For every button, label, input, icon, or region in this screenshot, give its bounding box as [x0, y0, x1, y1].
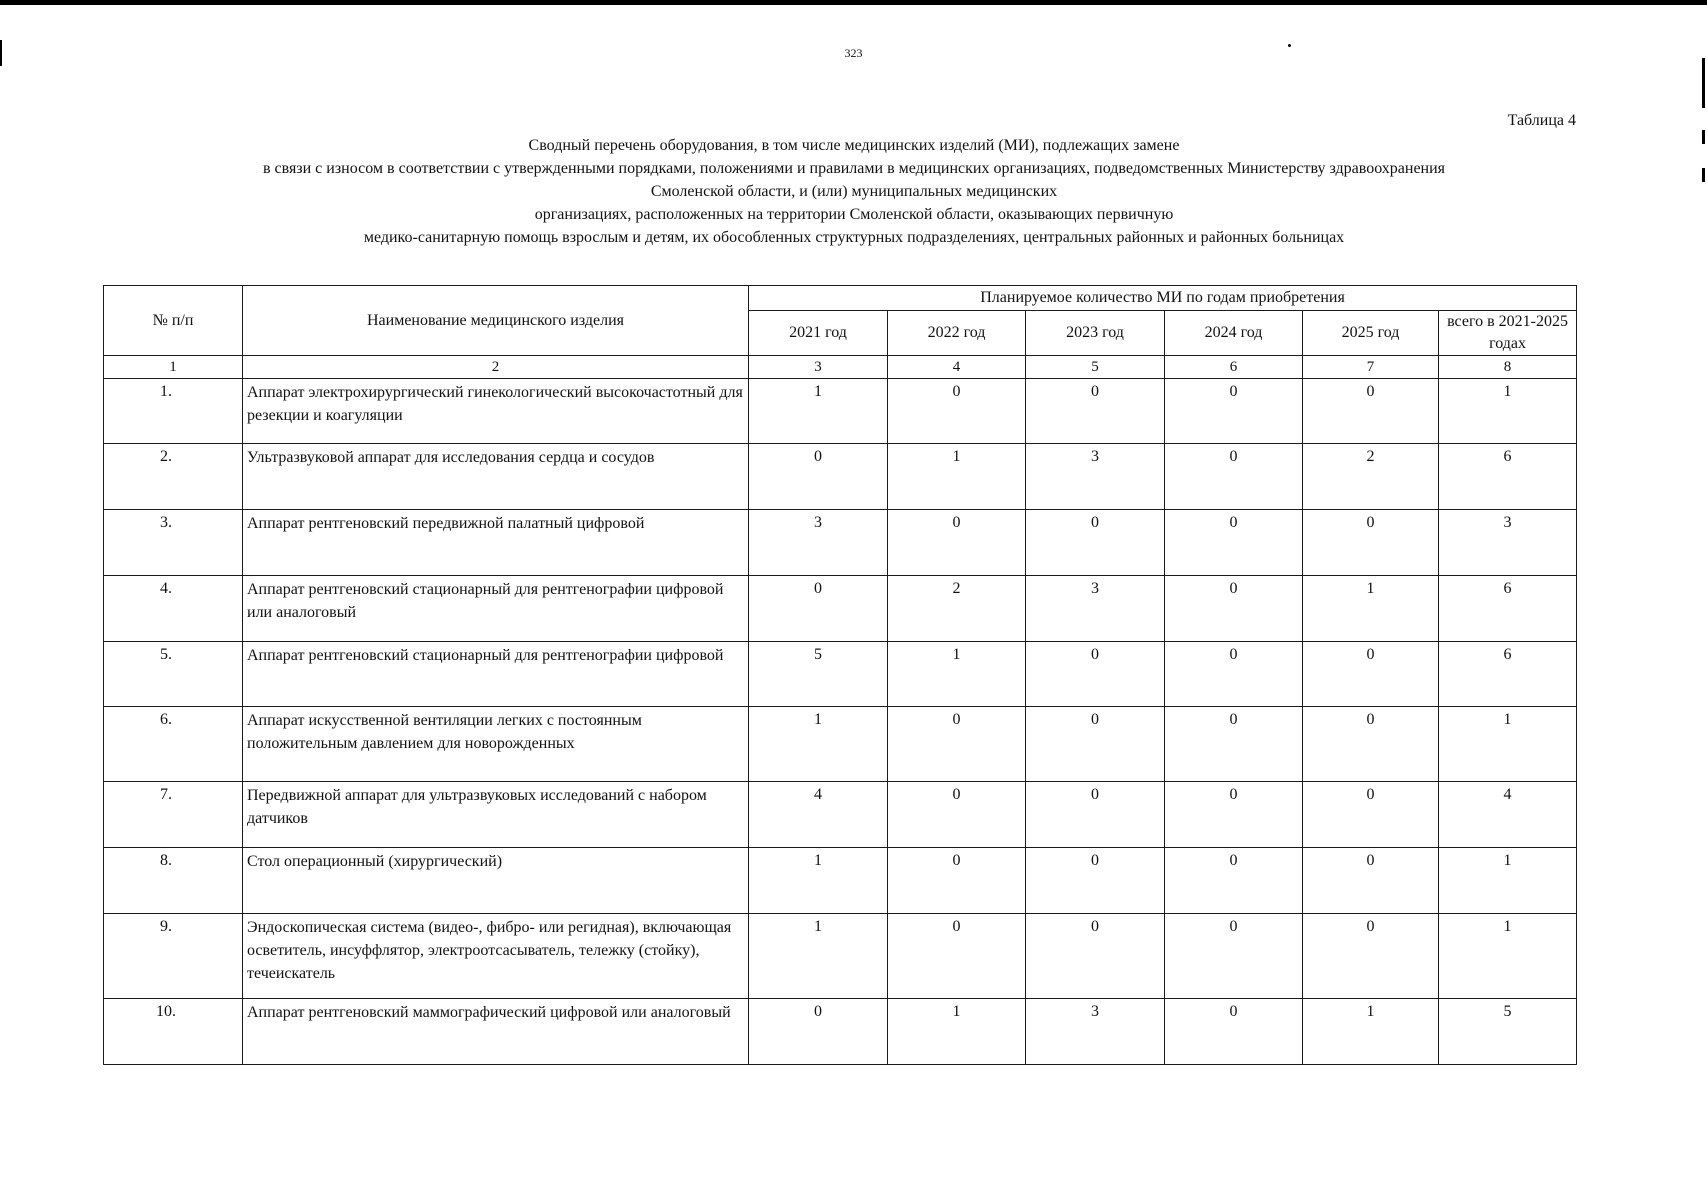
row-number: 3. — [104, 510, 243, 576]
column-number: 5 — [1026, 356, 1165, 379]
year-quantity: 0 — [1165, 444, 1303, 510]
year-quantity: 1 — [749, 848, 888, 914]
year-quantity: 0 — [1303, 848, 1439, 914]
header-year: 2022 год — [888, 311, 1026, 356]
column-number: 8 — [1439, 356, 1577, 379]
year-quantity: 0 — [1165, 999, 1303, 1065]
year-quantity: 0 — [888, 379, 1026, 444]
year-quantity: 0 — [1026, 782, 1165, 848]
year-quantity: 0 — [749, 444, 888, 510]
table-row — [104, 576, 1577, 642]
year-quantity: 4 — [749, 782, 888, 848]
total-quantity: 4 — [1439, 782, 1577, 848]
year-quantity: 1 — [888, 642, 1026, 707]
year-quantity: 0 — [1303, 642, 1439, 707]
year-quantity: 0 — [1303, 510, 1439, 576]
year-quantity: 0 — [1303, 707, 1439, 782]
year-quantity: 0 — [1165, 576, 1303, 642]
year-quantity: 0 — [1165, 510, 1303, 576]
table-row — [104, 642, 1577, 707]
year-quantity: 0 — [888, 914, 1026, 999]
header-group: Планируемое количество МИ по годам приобретения — [749, 286, 1577, 311]
total-quantity: 3 — [1439, 510, 1577, 576]
device-name: Стол операционный (хирургический) — [243, 848, 749, 914]
table-row — [104, 707, 1577, 782]
scan-top-border — [0, 0, 1707, 5]
title-line: организациях, расположенных на территории Смоленской области, оказывающих первичную — [534, 206, 1174, 223]
header-year: 2024 год — [1165, 311, 1303, 356]
device-name: Аппарат искусственной вентиляции легких с постоянным положительным давлением для новорожденных — [243, 707, 749, 782]
row-number: 10. — [104, 999, 243, 1065]
header-total: всего в 2021-2025 годах — [1439, 311, 1577, 356]
year-quantity: 0 — [1026, 707, 1165, 782]
year-quantity: 0 — [1303, 379, 1439, 444]
row-number: 5. — [104, 642, 243, 707]
header-num: № п/п — [104, 286, 243, 356]
header-year: 2023 год — [1026, 311, 1165, 356]
year-quantity: 0 — [1303, 782, 1439, 848]
row-number: 6. — [104, 707, 243, 782]
year-quantity: 1 — [888, 444, 1026, 510]
table-row — [104, 848, 1577, 914]
title-line: в связи с износом в соответствии с утвержденными порядками, положениями и правилами в медицинских организациях, подведомственных Министерству здравоохранения — [262, 160, 1446, 177]
device-name: Передвижной аппарат для ультразвуковых исследований с набором датчиков — [243, 782, 749, 848]
year-quantity: 0 — [888, 510, 1026, 576]
year-quantity: 0 — [749, 576, 888, 642]
year-quantity: 1 — [1303, 999, 1439, 1065]
table-row — [104, 782, 1577, 848]
column-numbers-row — [104, 356, 1577, 379]
year-quantity: 3 — [1026, 444, 1165, 510]
header-year: 2021 год — [749, 311, 888, 356]
year-quantity: 0 — [1026, 379, 1165, 444]
year-quantity: 0 — [1165, 379, 1303, 444]
total-quantity: 1 — [1439, 707, 1577, 782]
device-name: Аппарат рентгеновский передвижной палатный цифровой — [243, 510, 749, 576]
table-body — [104, 356, 1577, 1065]
year-quantity: 1 — [749, 707, 888, 782]
row-number: 7. — [104, 782, 243, 848]
device-name: Аппарат рентгеновский стационарный для рентгенографии цифровой — [243, 642, 749, 707]
year-quantity: 1 — [1303, 576, 1439, 642]
title-line: медико-санитарную помощь взрослым и детям, их обособленных структурных подразделениях, центральных районных и районных больницах — [363, 229, 1345, 246]
year-quantity: 0 — [1165, 914, 1303, 999]
year-quantity: 0 — [1026, 510, 1165, 576]
device-name: Аппарат электрохирургический гинекологический высокочастотный для резекции и коагуляции — [243, 379, 749, 444]
year-quantity: 5 — [749, 642, 888, 707]
header-year: 2025 год — [1303, 311, 1439, 356]
year-quantity: 0 — [1165, 848, 1303, 914]
table-label: Таблица 4 — [1507, 112, 1576, 129]
title-line: Сводный перечень оборудования, в том числе медицинских изделий (МИ), подлежащих замене — [528, 137, 1180, 154]
total-quantity: 6 — [1439, 642, 1577, 707]
device-name: Ультразвуковой аппарат для исследования сердца и сосудов — [243, 444, 749, 510]
year-quantity: 0 — [749, 999, 888, 1065]
table-row — [104, 379, 1577, 444]
total-quantity: 1 — [1439, 379, 1577, 444]
table-row — [104, 444, 1577, 510]
document-title — [100, 134, 1608, 249]
table-row — [104, 999, 1577, 1065]
scan-edge-mark — [1702, 58, 1705, 108]
column-number: 6 — [1165, 356, 1303, 379]
equipment-table — [103, 285, 1577, 1065]
year-quantity: 1 — [888, 999, 1026, 1065]
row-number: 4. — [104, 576, 243, 642]
total-quantity: 6 — [1439, 576, 1577, 642]
row-number: 9. — [104, 914, 243, 999]
year-quantity: 2 — [1303, 444, 1439, 510]
row-number: 8. — [104, 848, 243, 914]
table-row — [104, 510, 1577, 576]
year-quantity: 0 — [1026, 642, 1165, 707]
row-number: 1. — [104, 379, 243, 444]
year-quantity: 0 — [1165, 782, 1303, 848]
device-name: Аппарат рентгеновский маммографический цифровой или аналоговый — [243, 999, 749, 1065]
total-quantity: 1 — [1439, 914, 1577, 999]
header-name: Наименование медицинского изделия — [243, 286, 749, 356]
year-quantity: 0 — [1165, 707, 1303, 782]
year-quantity: 1 — [749, 379, 888, 444]
page-number: 323 — [844, 46, 863, 60]
scan-edge-mark — [1702, 168, 1705, 182]
year-quantity: 3 — [1026, 999, 1165, 1065]
year-quantity: 3 — [1026, 576, 1165, 642]
device-name: Аппарат рентгеновский стационарный для рентгенографии цифровой или аналоговый — [243, 576, 749, 642]
year-quantity: 0 — [1165, 642, 1303, 707]
year-quantity: 0 — [888, 707, 1026, 782]
device-name: Эндоскопическая система (видео-, фибро- или регидная), включающая осветитель, инсуффлятор, электроотсасыватель, тележку (стойку), течеискатель — [243, 914, 749, 999]
year-quantity: 2 — [888, 576, 1026, 642]
column-number: 4 — [888, 356, 1026, 379]
year-quantity: 0 — [888, 848, 1026, 914]
row-number: 2. — [104, 444, 243, 510]
column-number: 3 — [749, 356, 888, 379]
year-quantity: 0 — [888, 782, 1026, 848]
column-number: 1 — [104, 356, 243, 379]
scan-edge-mark — [1702, 130, 1705, 144]
year-quantity: 0 — [1026, 914, 1165, 999]
year-quantity: 3 — [749, 510, 888, 576]
total-quantity: 6 — [1439, 444, 1577, 510]
table-row — [104, 914, 1577, 999]
year-quantity: 0 — [1303, 914, 1439, 999]
column-number: 2 — [243, 356, 749, 379]
total-quantity: 5 — [1439, 999, 1577, 1065]
total-quantity: 1 — [1439, 848, 1577, 914]
year-quantity: 1 — [749, 914, 888, 999]
column-number: 7 — [1303, 356, 1439, 379]
year-quantity: 0 — [1026, 848, 1165, 914]
title-line: Смоленской области, и (или) муниципальных медицинских — [650, 183, 1058, 200]
